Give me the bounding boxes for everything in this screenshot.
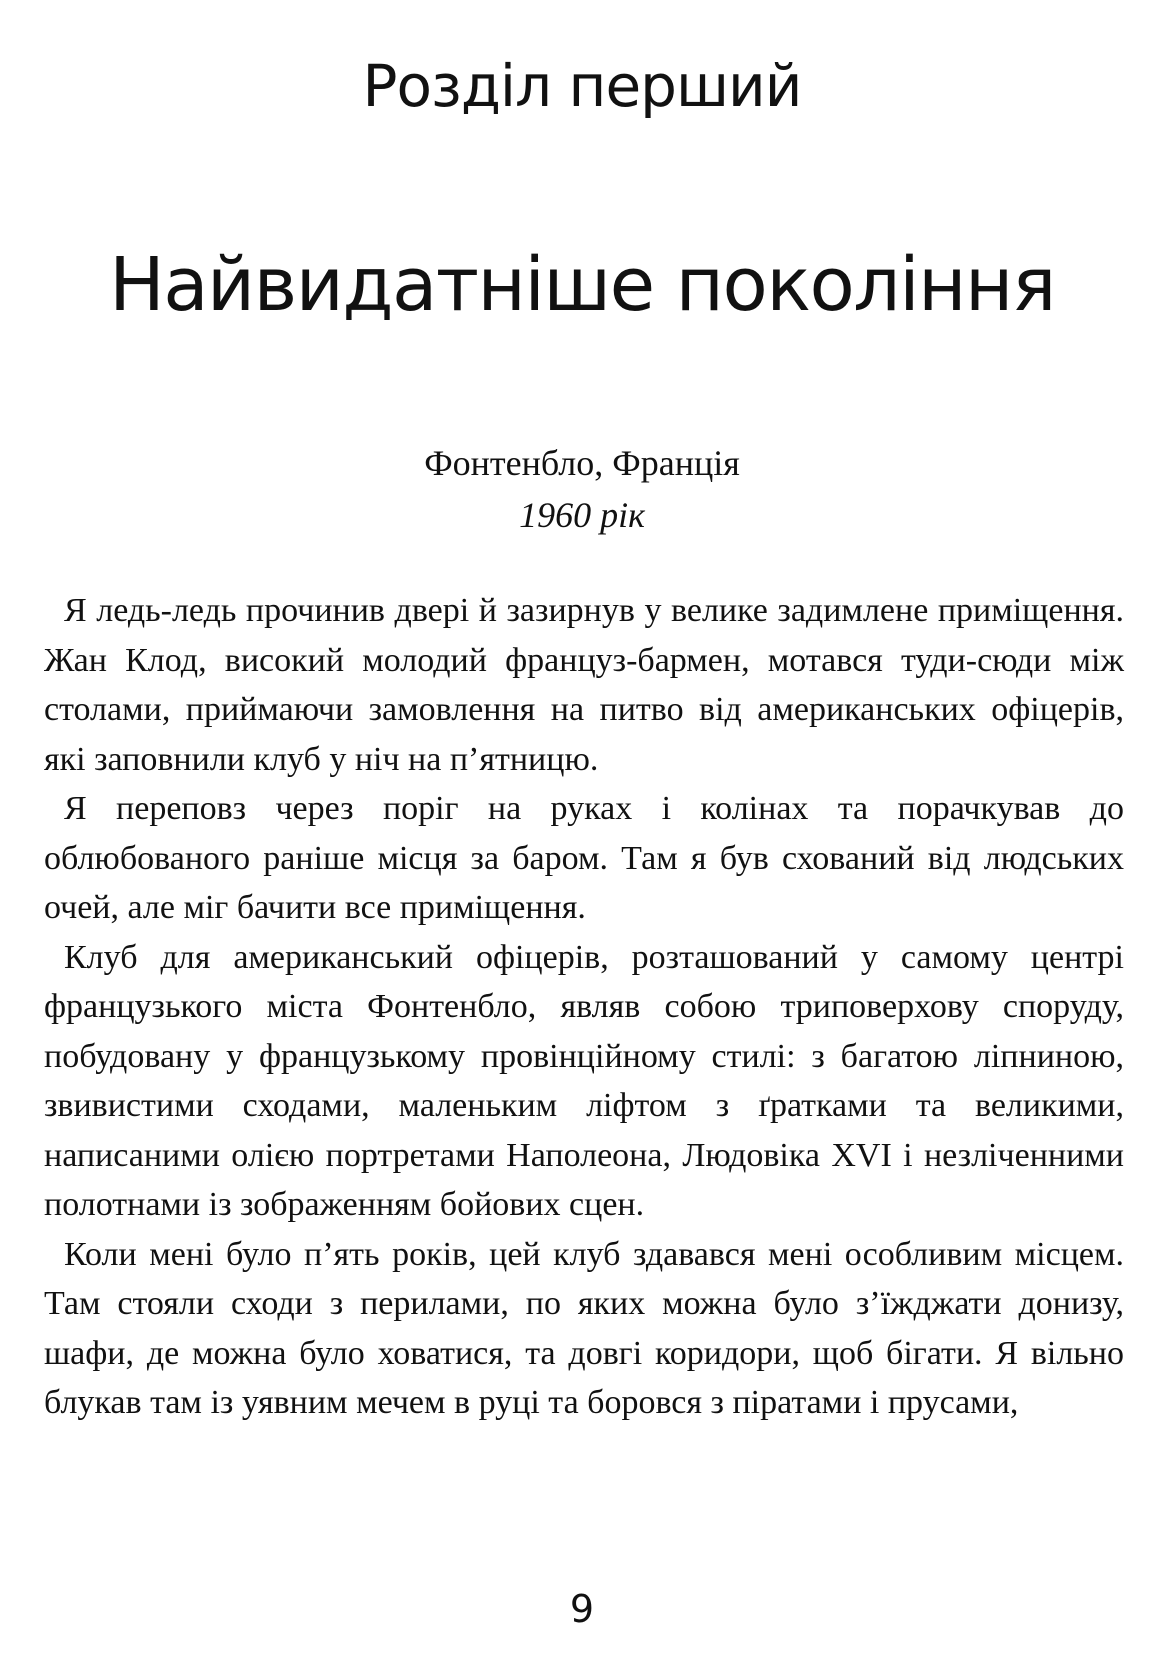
chapter-label: Розділ перший xyxy=(362,52,802,120)
paragraph: Я переповз через поріг на руках і колінах та порачкував до облюбованого раніше місця за баром. Там я був схований від людських очей, але міг бачити все приміщення. xyxy=(44,790,1124,926)
paragraph: Я ледь-ледь прочинив двері й зазирнув у велике задимлене приміщення. Жан Клод, високий молодий француз-бармен, мотався туди-сюди між столами, приймаючи замовлення на питво від американських офіцерів, які заповнили клуб у ніч на п’ятницю. xyxy=(44,592,1124,778)
setting-place: Фонтенбло, Франція xyxy=(424,443,740,483)
chapter-title: Найвидатніше покоління xyxy=(109,242,1055,328)
page-number: 9 xyxy=(569,1587,595,1631)
paragraph: Клуб для американський офіцерів, розташований у самому центрі французького міста Фонтенбло, являв собою триповерхову споруду, побудовану у французькому провінційному стилі: з багатою ліпниною, звивистими сходами, маленьким ліфтом з ґратками та великими, написаними олією портретами Наполеона, Людовіка XVI і незліченними полотнами із зображенням бойових сцен. xyxy=(44,938,1124,1223)
setting-year: 1960 рік xyxy=(519,495,645,535)
body-text xyxy=(44,586,1124,1428)
paragraph: Коли мені було п’ять років, цей клуб здавався мені особливим місцем. Там стояли сходи з перилами, по яких можна було з’їжджати донизу, шафи, де можна було ховатися, та довгі коридори, щоб бігати. Я вільно блукав там із уявним мечем в руці та боровся з піратами і прусами, xyxy=(44,1235,1124,1421)
